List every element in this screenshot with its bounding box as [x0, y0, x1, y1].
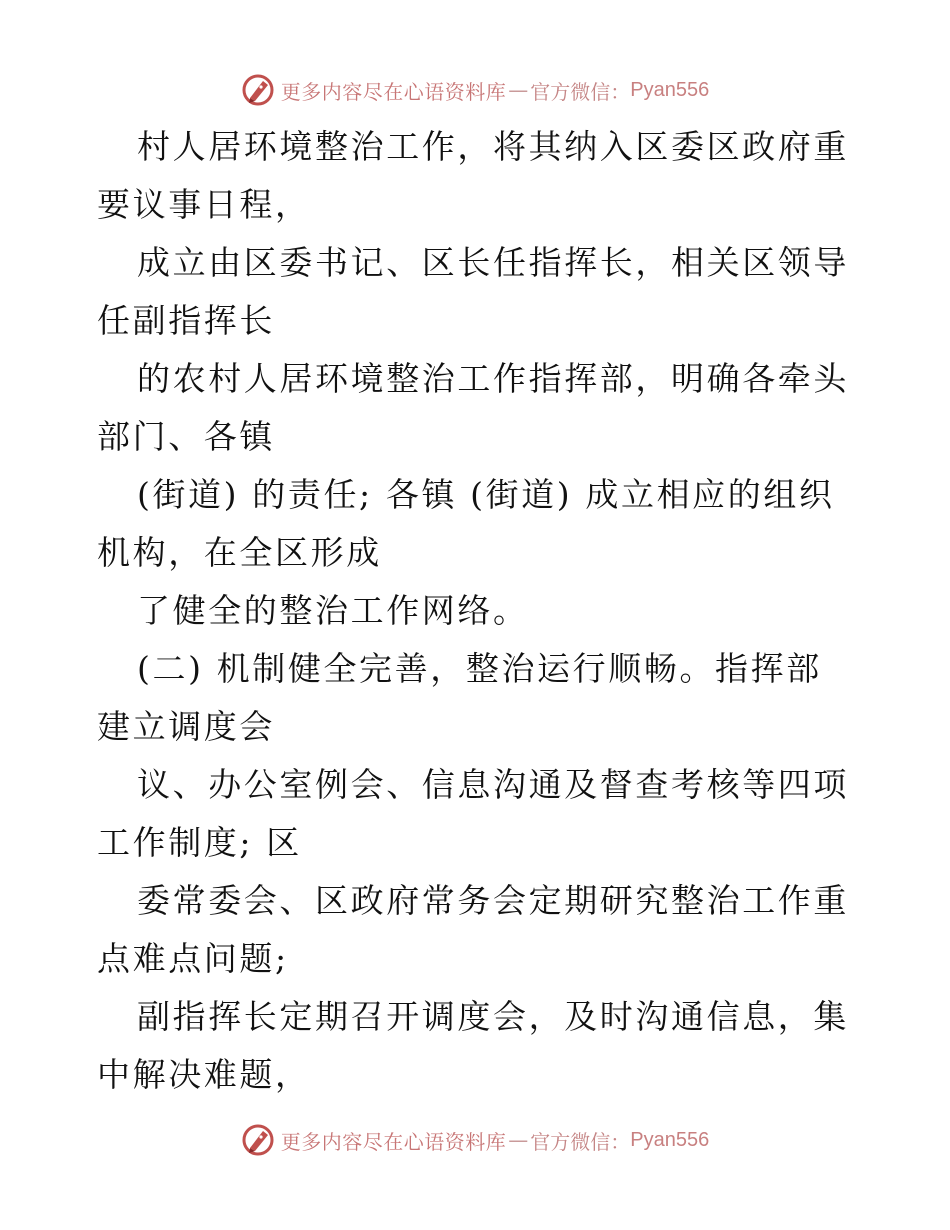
paragraph: 副指挥长定期召开调度会，及时沟通信息，集中解决难题，	[97, 997, 849, 1094]
watermark-wechat-id: Pyan556	[630, 1128, 710, 1151]
watermark-wechat-label: 官方微信：	[530, 79, 631, 104]
paragraph: 成立由区委书记、区长任指挥长，相关区领导任副指挥长	[97, 243, 849, 340]
header-watermark	[0, 70, 950, 110]
paragraph: 议、办公室例会、信息沟通及督查考核等四项工作制度; 区	[97, 765, 849, 862]
paragraph: 委常委会、区政府常务会定期研究整治工作重点难点问题;	[97, 881, 849, 978]
watermark-separator: —	[508, 78, 529, 102]
watermark-site-text: 更多内容尽在心语资料库	[280, 79, 507, 104]
watermark-wechat-label: 官方微信：	[530, 1129, 631, 1154]
watermark-wechat-id: Pyan556	[630, 78, 710, 101]
pen-nib-logo-icon	[241, 1123, 275, 1157]
paragraph: (街道) 的责任; 各镇 (街道) 成立相应的组织机构，在全区形成	[97, 475, 835, 572]
paragraph: 村人居环境整治工作，将其纳入区委区政府重要议事日程，	[97, 127, 849, 224]
watermark-separator: —	[508, 1128, 529, 1152]
document-body	[97, 118, 857, 1104]
pen-nib-logo-icon	[241, 73, 275, 107]
paragraph: (二) 机制健全完善，整治运行顺畅。指挥部建立调度会	[97, 649, 822, 746]
watermark-site-text: 更多内容尽在心语资料库	[280, 1129, 507, 1154]
paragraph: 的农村人居环境整治工作指挥部，明确各牵头部门、各镇	[97, 359, 849, 456]
footer-watermark	[0, 1120, 950, 1160]
paragraph: 了健全的整治工作网络。	[137, 591, 529, 630]
